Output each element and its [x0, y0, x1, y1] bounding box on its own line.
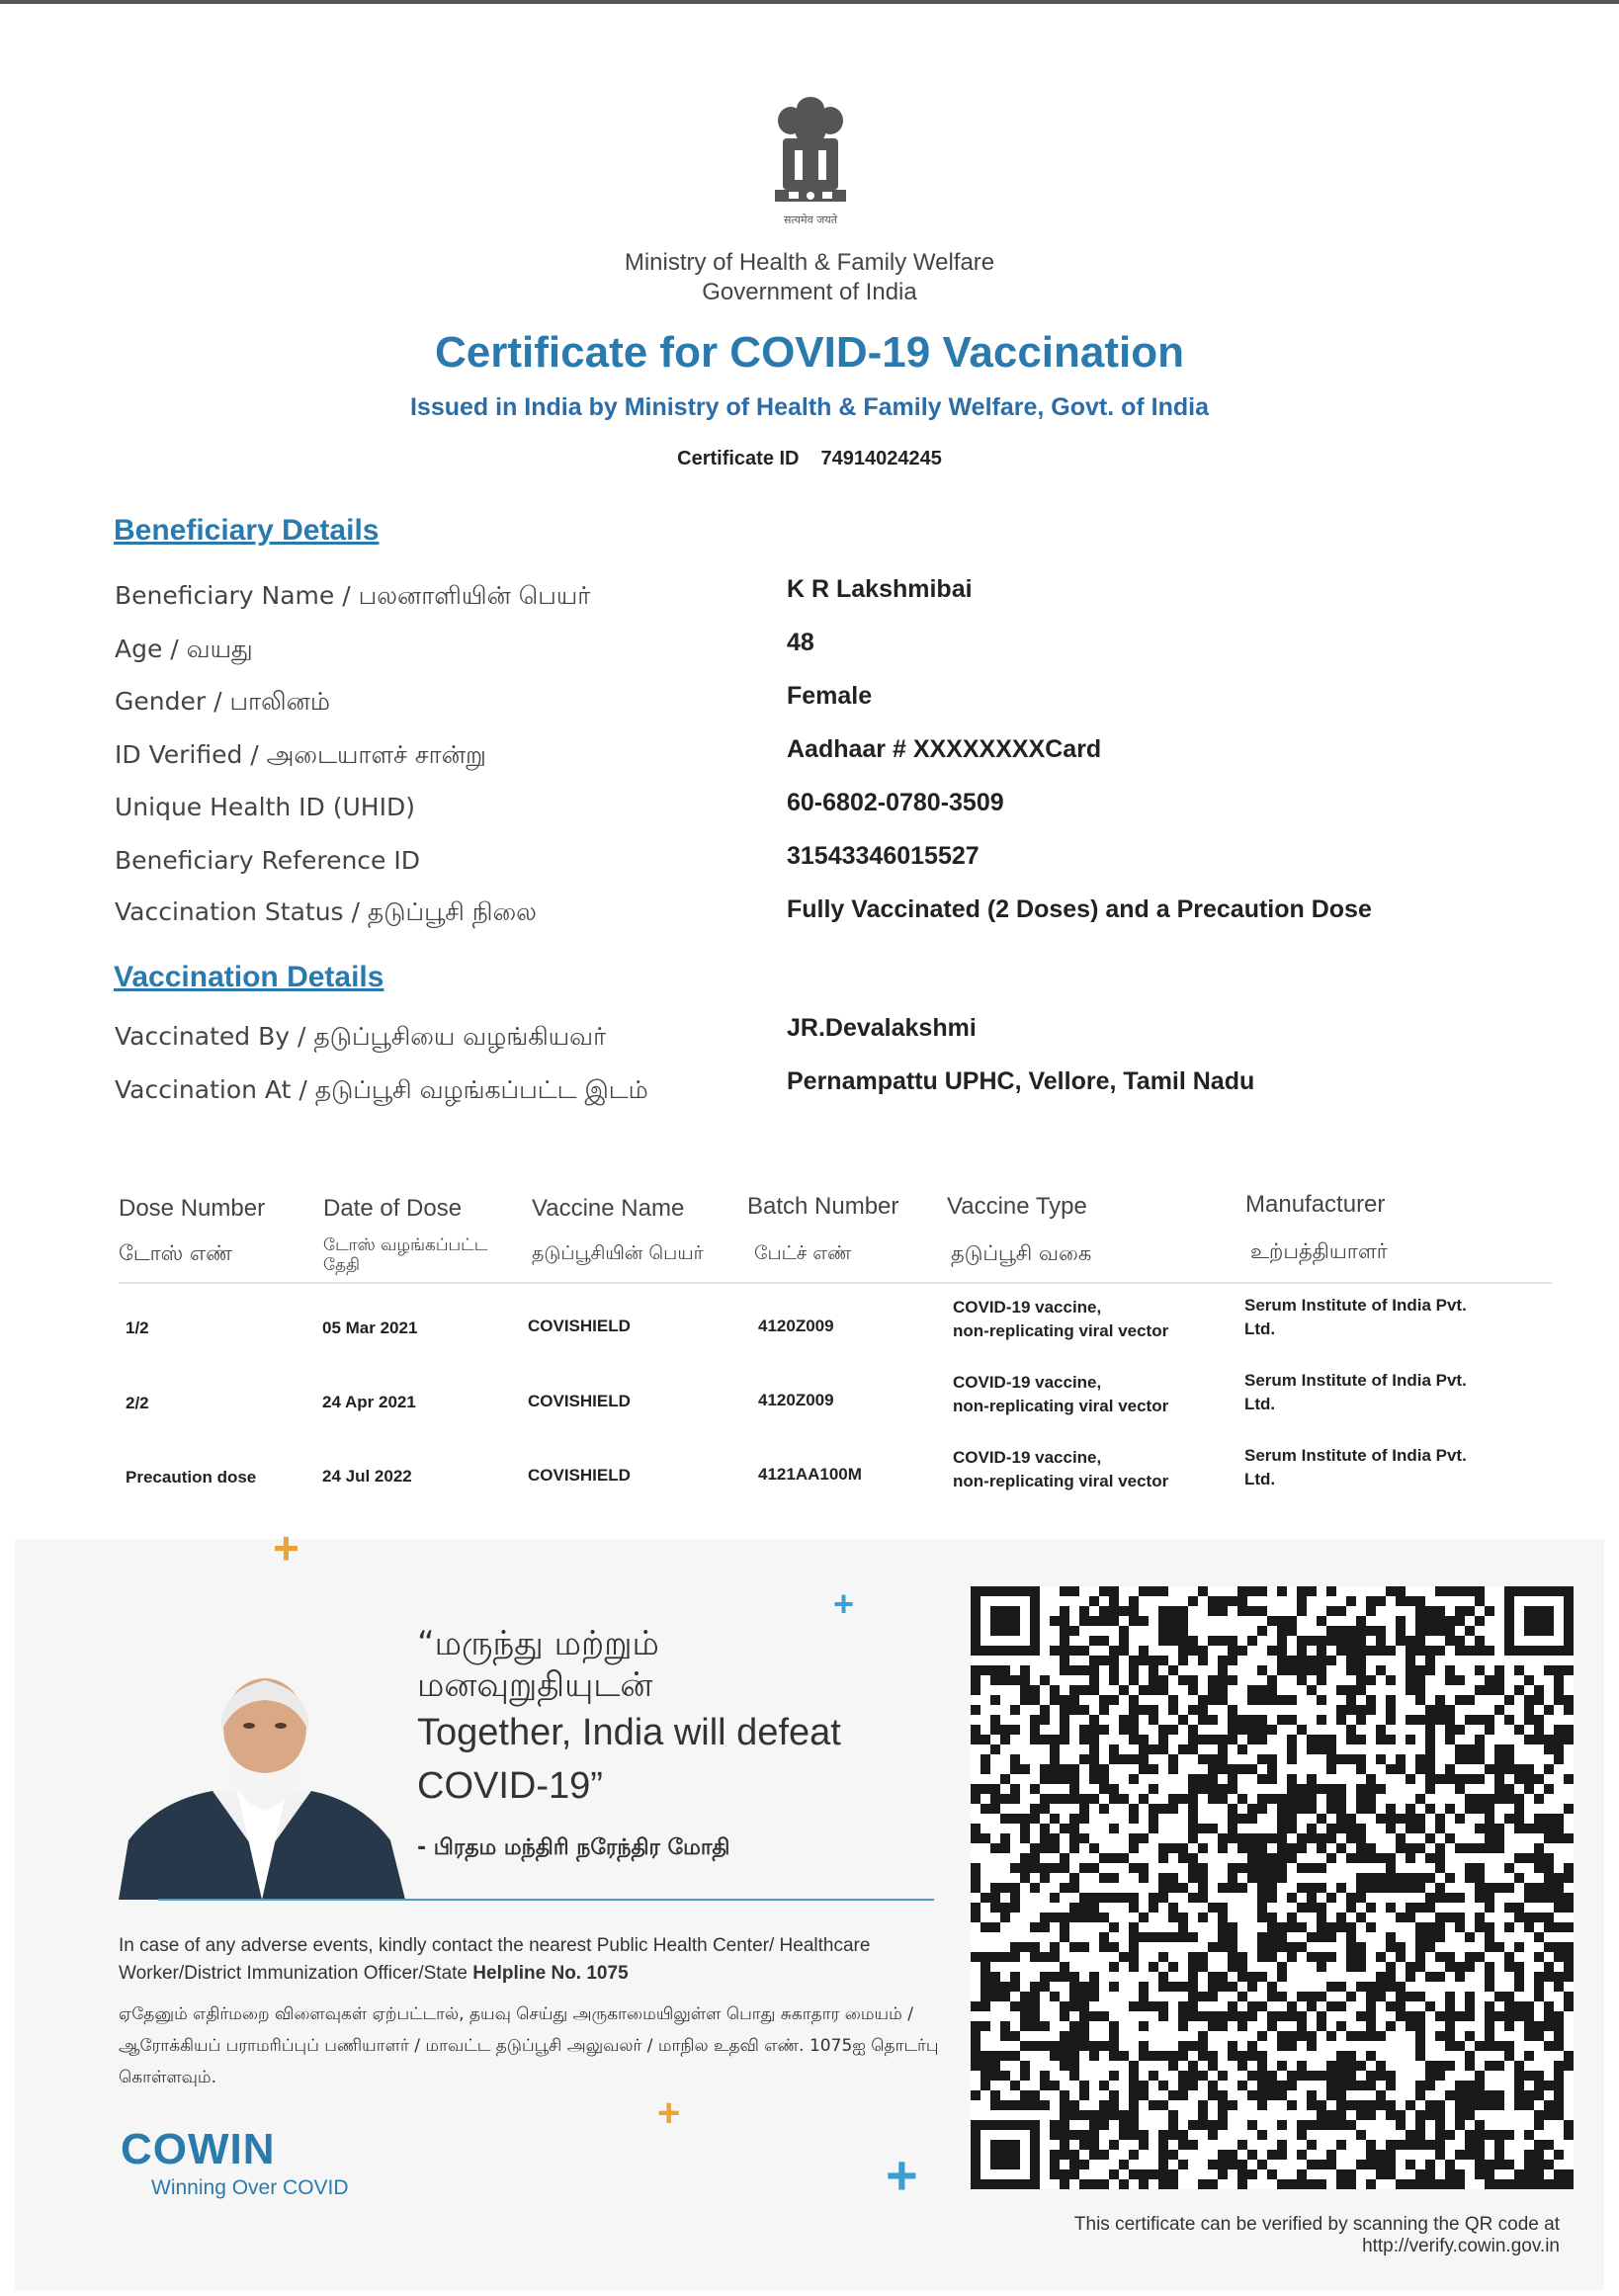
plus-icon: +	[273, 1522, 299, 1573]
vaccine-type-line2: non-replicating viral vector	[953, 1397, 1169, 1415]
age-label: Age / வயது	[115, 635, 253, 663]
manufacturer	[1244, 1369, 1467, 1416]
plus-icon: +	[886, 2144, 918, 2206]
batch-number: 4121AA100M	[758, 1465, 862, 1484]
id-verified-value: Aadhaar # XXXXXXXXCard	[787, 735, 1102, 763]
beneficiary-details-heading: Beneficiary Details	[114, 514, 380, 547]
plus-icon: +	[657, 2091, 681, 2135]
batch-number: 4120Z009	[758, 1317, 834, 1335]
manufacturer-line1: Serum Institute of India Pvt.	[1244, 1446, 1467, 1465]
header-batch-number: Batch Number	[747, 1193, 899, 1220]
qr-code[interactable]	[971, 1586, 1574, 2189]
header-dose-number: Dose Number	[119, 1195, 266, 1222]
vaccine-type-line1: COVID-19 vaccine,	[953, 1448, 1102, 1467]
manufacturer-line2: Ltd.	[1244, 1395, 1276, 1413]
vaccination-at-value: Pernampattu UPHC, Vellore, Tamil Nadu	[787, 1067, 1255, 1095]
certificate-id	[0, 448, 1619, 470]
header-date-of-dose: Date of Dose	[323, 1195, 463, 1222]
batch-number: 4120Z009	[758, 1391, 834, 1409]
vaccination-status-value: Fully Vaccinated (2 Doses) and a Precaution Dose	[787, 895, 1372, 923]
vaccine-type-line2: non-replicating viral vector	[953, 1472, 1169, 1490]
advisory-text: In case of any adverse events, kindly contact the nearest Public Health Center/ Healthcare Worker/District Immunization Officer/State	[119, 1935, 871, 1984]
vaccination-status-label: Vaccination Status / தடுப்பூசி நிலை	[115, 897, 537, 926]
gender-value: Female	[787, 682, 873, 710]
id-verified-label: ID Verified / அடையாளச் சான்று	[115, 740, 486, 769]
vaccinated-by-label: Vaccinated By / தடுப்பூசியை வழங்கியவர்	[115, 1022, 607, 1051]
manufacturer-line1: Serum Institute of India Pvt.	[1244, 1296, 1467, 1315]
vaccinated-by-value: JR.Devalakshmi	[787, 1014, 977, 1042]
header-manufacturer-ta: உற்பத்தியாளர்	[1250, 1239, 1388, 1263]
vaccination-at-label: Vaccination At / தடுப்பூசி வழங்கப்பட்ட இடம்	[115, 1075, 648, 1104]
vaccination-details-heading: Vaccination Details	[114, 961, 384, 993]
top-border	[0, 0, 1619, 4]
beneficiary-reference-id-value: 31543346015527	[787, 842, 980, 870]
vaccine-type-line2: non-replicating viral vector	[953, 1321, 1169, 1340]
certificate-title: Certificate for COVID-19 Vaccination	[435, 328, 1184, 377]
certificate-id-label: Certificate ID	[677, 448, 800, 469]
uhid-label: Unique Health ID (UHID)	[115, 793, 415, 821]
table-divider	[119, 1282, 1552, 1284]
beneficiary-name-value: K R Lakshmibai	[787, 575, 973, 603]
dose-number: Precaution dose	[126, 1468, 257, 1487]
vaccine-name: COVISHIELD	[528, 1466, 631, 1485]
vaccine-type	[953, 1446, 1168, 1493]
verification-note	[969, 2214, 1560, 2257]
vaccine-type	[953, 1296, 1168, 1343]
vaccine-type-line1: COVID-19 vaccine,	[953, 1298, 1102, 1317]
dose-date: 24 Apr 2021	[322, 1393, 416, 1411]
cowin-logo: COWIN	[121, 2125, 276, 2173]
beneficiary-name-label: Beneficiary Name / பலனாளியின் பெயர்	[115, 581, 591, 610]
adverse-event-advisory	[119, 1932, 949, 1988]
vaccine-name: COVISHIELD	[528, 1317, 631, 1335]
emblem-motto: सत्यमेव जयते	[783, 213, 838, 226]
state-emblem-icon	[761, 91, 860, 239]
header-manufacturer: Manufacturer	[1245, 1191, 1386, 1218]
plus-icon: +	[833, 1583, 855, 1624]
dose-number: 1/2	[126, 1318, 149, 1337]
dose-date: 05 Mar 2021	[322, 1318, 418, 1337]
header-batch-number-ta: பேட்ச் எண்	[754, 1242, 852, 1264]
vaccine-type	[953, 1371, 1168, 1418]
age-value: 48	[787, 629, 814, 656]
quote-divider	[158, 1899, 934, 1901]
uhid-value: 60-6802-0780-3509	[787, 789, 1004, 816]
header-vaccine-name-ta: தடுப்பூசியின் பெயர்	[532, 1242, 704, 1264]
quote-tamil	[417, 1623, 659, 1706]
header-dose-number-ta: டோஸ் எண்	[119, 1241, 232, 1265]
manufacturer-line2: Ltd.	[1244, 1470, 1276, 1488]
vaccine-name: COVISHIELD	[528, 1392, 631, 1410]
government-name: Government of India	[702, 279, 917, 305]
vaccine-type-line1: COVID-19 vaccine,	[953, 1373, 1102, 1392]
dose-number: 2/2	[126, 1394, 149, 1412]
certificate-id-value: 74914024245	[820, 448, 942, 469]
prime-minister-photo	[119, 1662, 405, 1900]
manufacturer-line1: Serum Institute of India Pvt.	[1244, 1371, 1467, 1390]
certificate-subtitle: Issued in India by Ministry of Health & Family Welfare, Govt. of India	[409, 393, 1209, 421]
header-vaccine-name: Vaccine Name	[532, 1195, 685, 1222]
beneficiary-reference-id-label: Beneficiary Reference ID	[115, 846, 420, 875]
header-date-of-dose-ta: டோஸ் வழங்கப்பட்ட தேதி	[323, 1235, 488, 1275]
header-vaccine-type-ta: தடுப்பூசி வகை	[951, 1241, 1092, 1265]
manufacturer	[1244, 1444, 1467, 1491]
adverse-event-advisory-tamil: ஏதேனும் எதிர்மறை விளைவுகள் ஏற்பட்டால், தயவு செய்து அருகாமையிலுள்ள பொது சுகாதார மையம் / ஆரோக்கியப் பராமரிப்புப் பணியாளர் / மாவட்ட தடுப்பூசி அலுவலர் / மாநில உதவி எண். 1075ஐ தொடர்பு கொள்ளவும்.	[119, 2004, 939, 2087]
helpline-number: Helpline No. 1075	[472, 1963, 629, 1984]
verification-url: http://verify.cowin.gov.in	[1362, 2236, 1560, 2256]
dose-date: 24 Jul 2022	[322, 1467, 412, 1486]
gender-label: Gender / பாலினம்	[115, 687, 330, 716]
manufacturer-line2: Ltd.	[1244, 1319, 1276, 1338]
cowin-tagline: Winning Over COVID	[151, 2176, 349, 2199]
verification-note-line1: This certificate can be verified by scanning the QR code at	[1073, 2214, 1560, 2235]
manufacturer	[1244, 1294, 1467, 1341]
header-vaccine-type: Vaccine Type	[947, 1193, 1087, 1220]
quote-tamil-line1: “மருந்து மற்றும்	[417, 1624, 659, 1663]
quote-english: Together, India will defeat COVID-19”	[417, 1712, 841, 1807]
quote-attribution: - பிரதம மந்திரி நரேந்திர மோதி	[417, 1835, 730, 1860]
ministry-name: Ministry of Health & Family Welfare	[624, 249, 995, 276]
quote-tamil-line2: மனவுறுதியுடன்	[417, 1665, 653, 1705]
